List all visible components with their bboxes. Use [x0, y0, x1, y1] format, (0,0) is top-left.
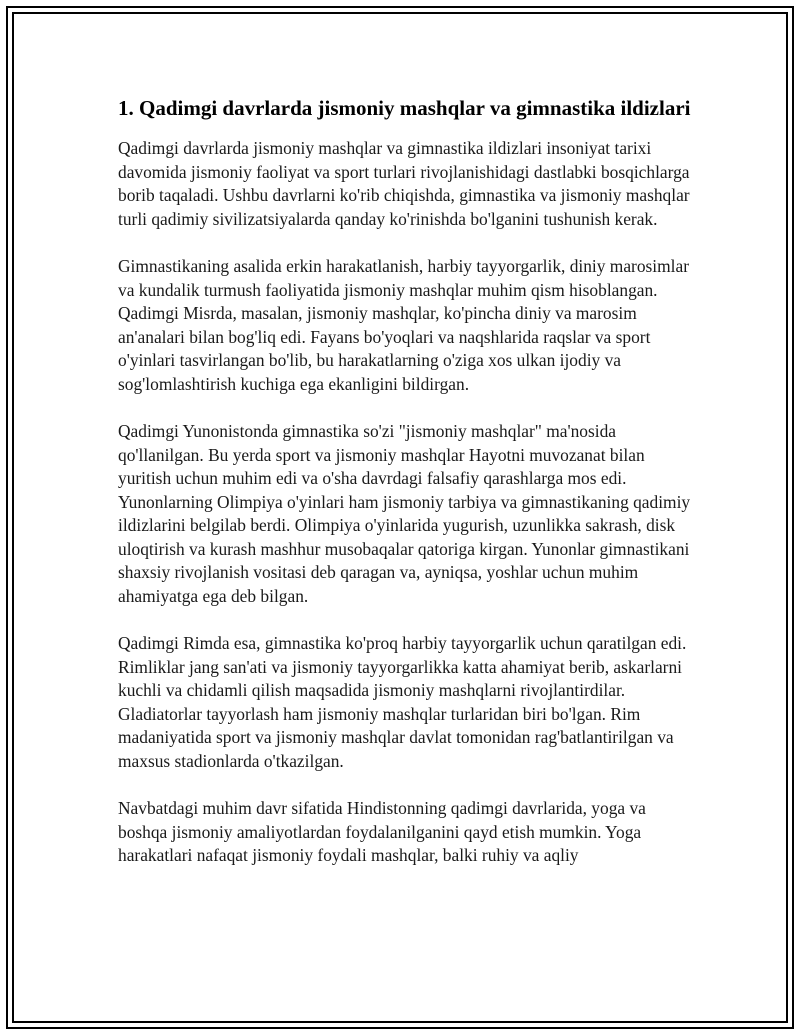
document-title: 1. Qadimgi davrlarda jismoniy mashqlar va gimnastika ildizlari — [118, 96, 691, 120]
paragraph-2: Gimnastikaning asalida erkin harakatlanish, harbiy tayyorgarlik, diniy marosimlar va kundalik turmush faoliyatida jismoniy mashqlar muhim qism hisoblangan. Qadimgi Misrda, masalan, jismoniy mashqlar, ko'pincha diniy va marosim an'analari bilan bog'liq edi. Fayans bo'yoqlari va naqshlarida raqslar va sport o'yinlari tasvirlangan bo'lib, bu harakatlarning o'ziga xos ulkan ijodiy va sog'lomlashtirish kuchiga ega ekanligini bildirgan. — [118, 256, 690, 394]
paragraph-4: Qadimgi Rimda esa, gimnastika ko'proq harbiy tayyorgarlik uchun qaratilgan edi. Rimliklar jang san'ati va jismoniy tayyorgarlikka katta ahamiyat berib, askarlarni kuchli va chidamli qilish maqsadida jismoniy mashqlarni rivojlantirdilar. Gladiatorlar tayyorlash ham jismoniy mashqlar turlaridan biri bo'lgan. Rim madaniyatida sport va jismoniy mashqlar davlat tomonidan rag'batlantirilgan va maxsus stadionlarda o'tkazilgan. — [118, 633, 687, 771]
paragraph-5: Navbatdagi muhim davr sifatida Hindistonning qadimgi davrlarida, yoga va boshqa jismoniy amaliyotlardan foydalanilganini qayd etish mumkin. Yoga harakatlari nafaqat jismoniy foydali mashqlar, balki ruhiy va aqliy — [118, 798, 646, 865]
paragraph-3: Qadimgi Yunonistonda gimnastika so'zi "jismoniy mashqlar" ma'nosida qo'llanilgan. Bu yerda sport va jismoniy mashqlar Hayotni muvozanat bilan yuritish uchun muhim edi va o'sha davrdagi falsafiy qarashlarga mos edi. Yunonlarning Olimpiya o'yinlari ham jismoniy tarbiya va gimnastikaning qadimiy ildizlarini belgilab berdi. Olimpiya o'yinlarida yugurish, uzunlikka sakrash, disk uloqtirish va kurash mashhur musobaqalar qatoriga kirgan. Yunonlar gimnastikani shaxsiy rivojlanish vositasi deb qaragan va, ayniqsa, yoshlar uchun muhim ahamiyatga ega deb bilgan. — [118, 421, 691, 606]
document-body — [118, 94, 694, 892]
paragraph-1: Qadimgi davrlarda jismoniy mashqlar va gimnastika ildizlari insoniyat tarixi davomida jismoniy faoliyat va sport turlari rivojlanishidagi dastlabki bosqichlarga borib taqaladi. Ushbu davrlarni ko'rib chiqishda, gimnastika va jismoniy mashqlar turli qadimiy sivilizatsiyalarda qanday ko'rinishda bo'lganini tushunish kerak. — [118, 138, 690, 229]
